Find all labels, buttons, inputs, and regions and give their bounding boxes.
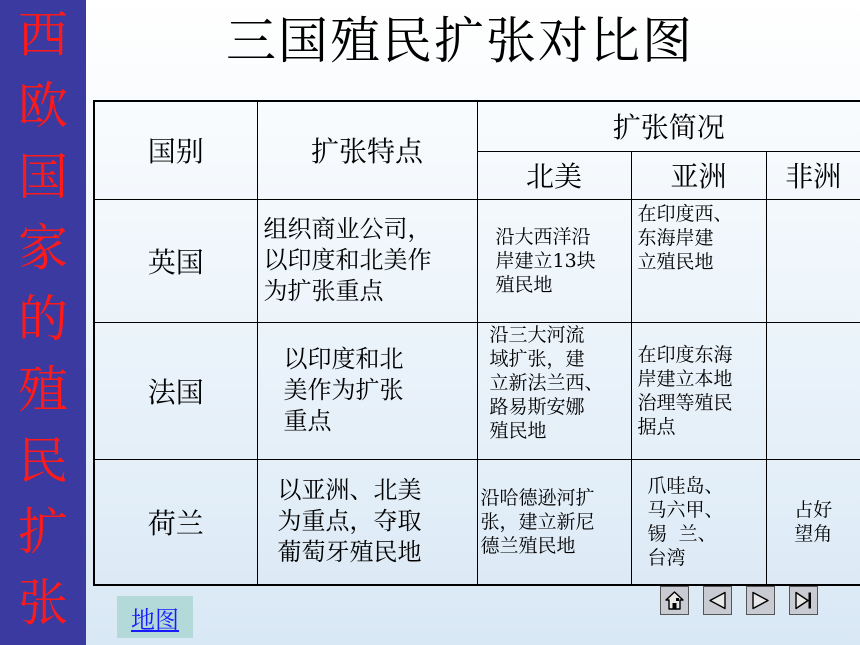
- cell-line: 域扩张，建: [489, 347, 585, 370]
- previous-button[interactable]: [703, 586, 732, 615]
- feature-line: 为扩张重点: [263, 277, 384, 305]
- feature-cell: [257, 322, 477, 459]
- cell-line: 殖民地: [489, 419, 547, 442]
- sidebar-title-char: 西: [18, 6, 68, 64]
- feature-line: 为重点，夺取: [277, 507, 422, 536]
- home-icon: [664, 590, 685, 611]
- feature-line: 重点: [283, 407, 332, 435]
- africa-cell: [766, 322, 860, 459]
- next-button[interactable]: [746, 586, 775, 615]
- cell-line: 沿三大河流: [489, 323, 585, 346]
- comparison-table: [93, 100, 860, 586]
- africa-cell: [766, 459, 860, 585]
- sidebar: [0, 0, 86, 645]
- country-cell: 荷兰: [94, 459, 257, 585]
- feature-line: 组织商业公司，: [263, 215, 432, 243]
- cell-line: 据点: [637, 415, 676, 438]
- header-country: 国别: [94, 101, 257, 199]
- triangle-right-icon: [750, 590, 771, 611]
- africa-cell: [766, 199, 860, 322]
- cell-line: 沿哈德逊河扩: [480, 486, 595, 509]
- feature-cell: [257, 459, 477, 585]
- header-feature: 扩张特点: [257, 101, 477, 199]
- header-asia: 亚洲: [631, 151, 766, 199]
- sidebar-title-char: 国: [18, 148, 68, 206]
- last-button[interactable]: [789, 586, 818, 615]
- cell-line: 锡 兰、: [647, 522, 717, 545]
- cell-line: 岸建立13块: [495, 249, 596, 272]
- sidebar-title-char: 民: [18, 432, 68, 490]
- map-link[interactable]: 地图: [117, 596, 193, 638]
- cell-line: 岸建立本地: [637, 367, 733, 390]
- header-overview: 扩张简况: [477, 101, 860, 151]
- feature-line: 以印度和北: [283, 345, 404, 373]
- skip-to-end-icon: [793, 590, 814, 611]
- feature-line: 美作为扩张: [283, 376, 404, 404]
- cell-line: 爪哇岛、: [647, 474, 724, 497]
- header-africa: 非洲: [766, 151, 860, 199]
- cell-line: 台湾: [647, 546, 686, 569]
- sidebar-title-char: 殖: [18, 361, 68, 419]
- cell-line: 望角: [794, 522, 833, 545]
- cell-line: 东海岸建: [637, 226, 714, 249]
- cell-line: 立新法兰西、: [489, 371, 604, 394]
- cell-line: 在印度西、: [637, 202, 733, 225]
- feature-line: 葡萄牙殖民地: [277, 538, 422, 567]
- north-america-cell: [477, 322, 631, 459]
- sidebar-title-char: 家: [18, 219, 68, 277]
- feature-cell: [257, 199, 477, 322]
- table-row: [94, 199, 860, 322]
- north-america-cell: [477, 459, 631, 585]
- feature-line: 以亚洲、北美: [277, 476, 422, 505]
- table-row: [94, 459, 860, 585]
- cell-line: 张，建立新尼: [480, 510, 595, 533]
- sidebar-title-char: 欧: [18, 77, 68, 135]
- cell-line: 在印度东海: [637, 343, 733, 366]
- feature-line: 以印度和北美作: [263, 246, 432, 274]
- cell-line: 治理等殖民: [637, 391, 733, 414]
- cell-line: 德兰殖民地: [480, 534, 576, 557]
- north-america-cell: [477, 199, 631, 322]
- cell-line: 马六甲、: [647, 498, 724, 521]
- asia-cell: [631, 459, 766, 585]
- sidebar-title-char: 扩: [18, 503, 68, 561]
- cell-line: 路易斯安娜: [489, 395, 585, 418]
- cell-line: 殖民地: [495, 273, 553, 296]
- cell-line: 沿大西洋沿: [495, 225, 591, 248]
- sidebar-title-char: 张: [18, 574, 68, 632]
- cell-line: 立殖民地: [637, 250, 714, 273]
- sidebar-title-char: 的: [18, 290, 68, 348]
- page-title: 三国殖民扩张对比图: [226, 12, 694, 70]
- cell-line: 占好: [794, 498, 833, 521]
- asia-cell: [631, 322, 766, 459]
- header-north-america: 北美: [477, 151, 631, 199]
- sidebar-title: [0, 0, 86, 639]
- triangle-left-icon: [707, 590, 728, 611]
- asia-cell: [631, 199, 766, 322]
- home-button[interactable]: [660, 586, 689, 615]
- table-row: [94, 322, 860, 459]
- country-cell: 法国: [94, 322, 257, 459]
- country-cell: 英国: [94, 199, 257, 322]
